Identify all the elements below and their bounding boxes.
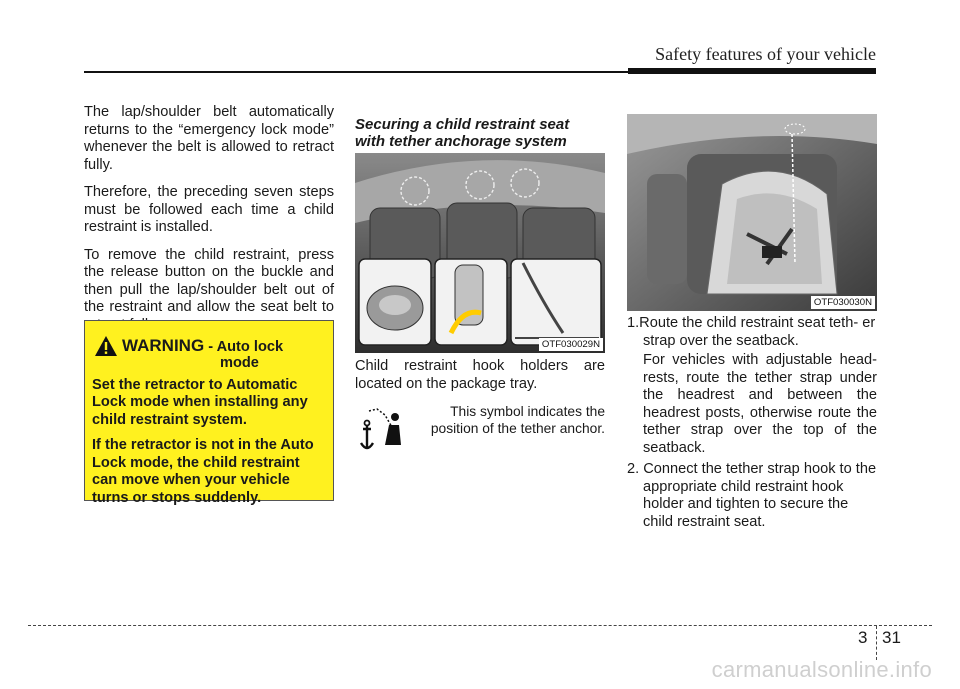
section-title-line: with tether anchorage system [355, 133, 567, 150]
step-text: 2. Connect the tether strap hook to the appropriate child restraint hook holder and tighten to secure the child restraint seat. [627, 461, 877, 530]
figure-code: OTF030030N [811, 296, 875, 309]
tether-anchor-symbol-icon [355, 403, 407, 455]
rear-seat-illustration [355, 153, 605, 353]
warning-text: If the retractor is not in the Auto Lock mode, the child restraint can move when your vehicle turns or stops suddenly. [92, 437, 314, 506]
symbol-row [355, 403, 605, 455]
paragraph: To remove the child restraint, press the release button on the buckle and then pull the lap/shoulder belt out of the restraint and allow the seat belt to [84, 246, 334, 315]
paragraph: Therefore, the preceding seven steps must be followed each time a child restraint is installed. [84, 184, 334, 235]
warning-word: WARNING [122, 336, 205, 355]
page-separator [876, 626, 877, 660]
footer-rule [28, 625, 932, 626]
child-seat-figure [627, 114, 877, 311]
child-seat-illustration [627, 114, 877, 311]
tether-anchor-figure [355, 153, 605, 353]
step-note: For vehicles with adjustable head- rests, route the tether strap under the headrest and between the headrest posts, otherwise route the tether strap over the top of the seatback. [643, 352, 877, 456]
warning-box [84, 320, 334, 506]
page-number: 31 [882, 628, 901, 647]
running-header: Safety features of your vehicle [655, 44, 876, 64]
steps-list [627, 315, 877, 531]
paragraph: The lap/shoulder belt automatically returns to the “emergency lock mode” whenever the belt is allowed to retract fully. [84, 104, 334, 173]
watermark: carmanualsonline.info [711, 657, 932, 682]
list-item [627, 461, 877, 531]
warning-subject [204, 339, 283, 357]
header-rule-accent [628, 68, 876, 74]
warning-subject-b: mode [220, 355, 259, 371]
paragraph: Child restraint hook holders are located on the package tray. [355, 358, 605, 392]
section-number: 3 [858, 628, 868, 647]
symbol-description: This symbol indicates the position of the tether anchor. [430, 404, 605, 436]
column-right-text [627, 315, 877, 535]
column-left [84, 104, 334, 344]
step-text: 1.Route the child restraint seat teth- er strap over the seatback. [627, 315, 876, 349]
warning-subject-a: - Auto lock [208, 339, 284, 355]
warning-triangle-icon [94, 335, 118, 357]
warning-header [92, 335, 324, 357]
section-title-line: Securing a child restraint seat [355, 116, 570, 133]
warning-text: Set the retractor to Automatic Lock mode when installing any child restraint system. [92, 376, 308, 428]
section-title [355, 116, 605, 150]
header-rule [84, 71, 634, 73]
column-middle-text [355, 358, 605, 455]
column-middle [355, 110, 605, 158]
figure-code: OTF030029N [539, 338, 603, 351]
list-item [627, 315, 877, 457]
